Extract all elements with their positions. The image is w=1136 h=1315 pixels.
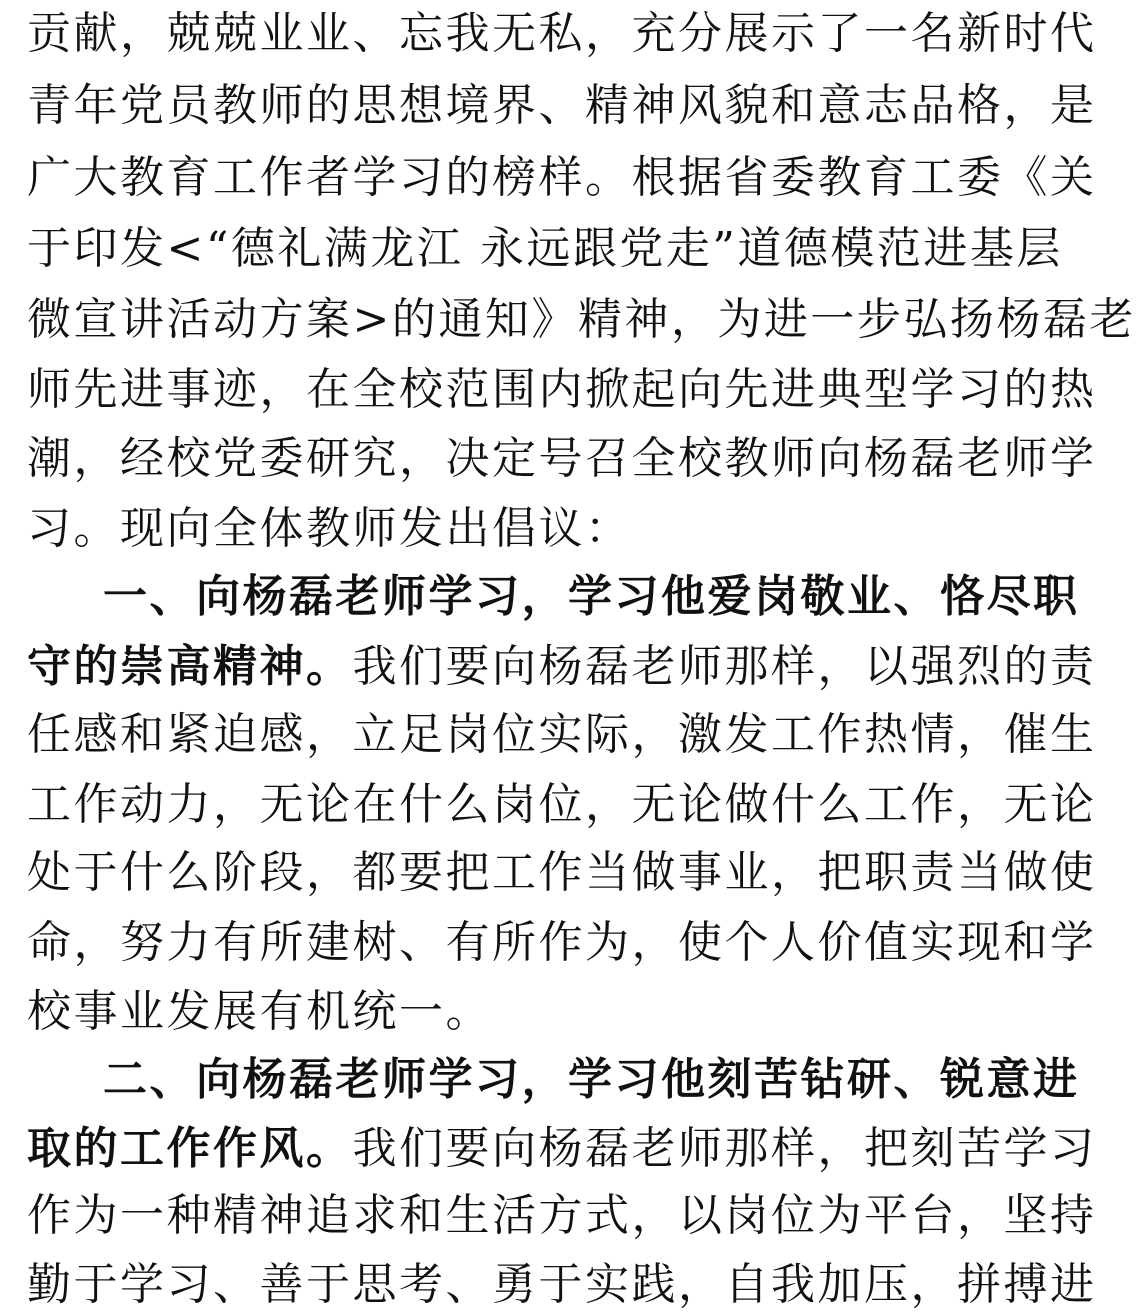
- section-heading-one-end: 守的崇高精神。: [27, 641, 353, 692]
- text-line: 广大教育工作者学习的榜样。根据省委教育工委《关: [27, 152, 1097, 203]
- text-line: 任感和紧迫感，立足岗位实际，激发工作热情，催生: [27, 709, 1097, 760]
- section-body-start: 我们要向杨磊老师那样，把刻苦学习: [352, 1123, 1097, 1174]
- text-line: 处于什么阶段，都要把工作当做事业，把职责当做使: [27, 847, 1097, 898]
- text-line: 青年党员教师的思想境界、精神风貌和意志品格，是: [27, 80, 1097, 131]
- text-line: 习。现向全体教师发出倡议：: [27, 503, 632, 554]
- text-line: [27, 637, 1097, 697]
- section-heading-two: 二、向杨磊老师学习，学习他刻苦钻研、锐意进: [103, 1054, 1080, 1105]
- text-line: 潮，经校党委研究，决定号召全校教师向杨磊老师学: [27, 433, 1097, 484]
- text-line: 校事业发展有机统一。: [27, 986, 492, 1037]
- text-line: 于印发<“德礼满龙江 永远跟党走”道德模范进基层: [27, 223, 1063, 274]
- section-body-start: 我们要向杨磊老师那样，以强烈的责: [352, 641, 1097, 692]
- text-line: 微宣讲活动方案>的通知》精神，为进一步弘扬杨磊老: [27, 294, 1136, 345]
- text-line: 工作动力，无论在什么岗位，无论做什么工作，无论: [27, 779, 1097, 830]
- section-heading-two-end: 取的工作作风。: [27, 1123, 353, 1174]
- text-line: 命，努力有所建树、有所作为，使个人价值实现和学: [27, 917, 1097, 968]
- text-line: 贡献，兢兢业业、忘我无私，充分展示了一名新时代: [27, 8, 1097, 59]
- text-line: [27, 1119, 1097, 1179]
- section-heading-one: 一、向杨磊老师学习，学习他爱岗敬业、恪尽职: [103, 571, 1080, 622]
- text-line: 师先进事迹，在全校范围内掀起向先进典型学习的热: [27, 364, 1097, 415]
- text-line: 作为一种精神追求和生活方式，以岗位为平台，坚持: [27, 1190, 1097, 1241]
- text-line: 勤于学习、善于思考、勇于实践，自我加压，拼搏进: [27, 1259, 1097, 1310]
